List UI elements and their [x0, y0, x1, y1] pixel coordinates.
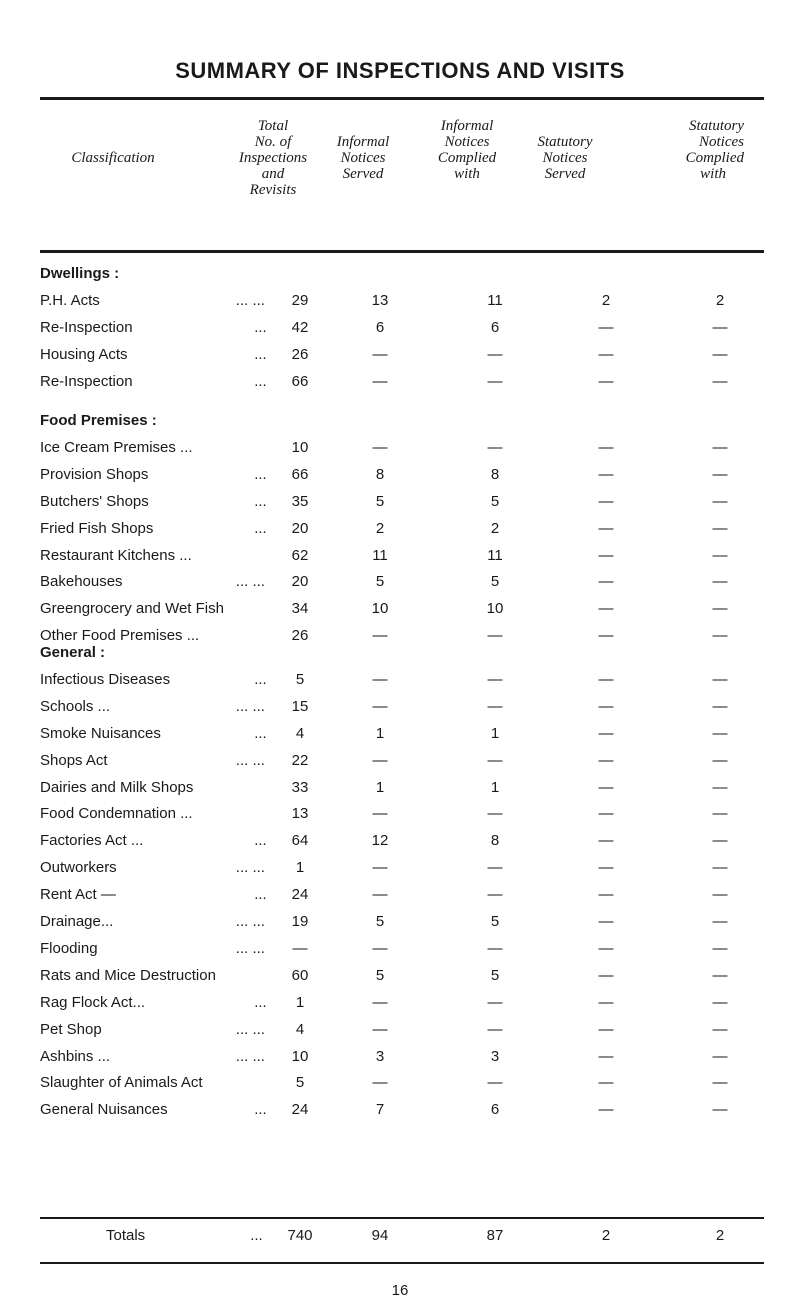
row-leader: ...	[254, 345, 267, 363]
table-row	[40, 859, 764, 879]
table-cell: —	[487, 1020, 503, 1038]
table-cell: 1	[375, 778, 385, 796]
table-cell: 1	[295, 993, 305, 1011]
table-cell: —	[712, 913, 728, 930]
table-cell: 2	[375, 519, 385, 537]
table-row	[40, 439, 764, 459]
table-cell: —	[712, 1101, 728, 1119]
totals-row	[40, 1227, 764, 1247]
table-cell: 5	[490, 573, 500, 591]
table-cell: —	[598, 318, 614, 336]
table-cell: —	[372, 345, 388, 363]
table-cell: 66	[291, 372, 309, 390]
table-cell: —	[372, 627, 388, 645]
row-leader: ...	[254, 465, 267, 483]
table-cell: —	[712, 966, 728, 984]
table-cell: —	[598, 1020, 614, 1038]
row-label: Housing Acts	[40, 345, 128, 363]
table-cell: —	[598, 805, 614, 823]
row-leader: ...	[254, 1101, 267, 1119]
table-cell: —	[372, 805, 388, 823]
table-cell: —	[598, 697, 614, 715]
table-cell: 2	[601, 291, 611, 309]
header-statutory-served	[520, 134, 610, 182]
table-row	[40, 994, 764, 1014]
table-cell: 11	[487, 546, 503, 564]
table-cell: 20	[291, 573, 309, 591]
table-cell: 4	[295, 724, 305, 742]
totals-cell: 740	[287, 1227, 313, 1244]
table-cell: —	[372, 372, 388, 390]
table-cell: —	[712, 832, 728, 850]
row-leader: ... ...	[235, 1020, 265, 1038]
totals-cell: 87	[486, 1227, 504, 1244]
row-label: Infectious Diseases	[40, 670, 171, 688]
row-leader: ... ...	[235, 939, 265, 957]
header-line: and	[261, 166, 285, 182]
totals-label: Totals	[106, 1227, 146, 1244]
table-cell: —	[372, 1074, 388, 1092]
table-row	[40, 779, 764, 799]
row-label: Rag Flock Act...	[40, 993, 146, 1011]
row-leader: ...	[254, 318, 267, 336]
table-cell: —	[372, 859, 388, 877]
table-cell: —	[372, 438, 388, 456]
table-cell: —	[372, 939, 388, 957]
table-row	[40, 1048, 764, 1068]
row-label: P.H. Acts	[40, 291, 100, 309]
row-label: Factories Act ...	[40, 832, 144, 850]
table-cell: 1	[490, 778, 500, 796]
table-cell: 5	[375, 492, 385, 510]
table-cell: —	[372, 1020, 388, 1038]
table-cell: —	[598, 345, 614, 363]
table-cell: —	[712, 546, 728, 564]
table-cell: —	[712, 1074, 728, 1092]
table-cell: —	[712, 465, 728, 483]
header-line: Revisits	[249, 182, 297, 198]
row-label: Shops Act	[40, 751, 108, 769]
table-cell: 12	[371, 832, 389, 850]
row-label: Smoke Nuisances	[40, 724, 161, 742]
row-label: Greengrocery and Wet Fish	[40, 600, 224, 618]
row-leader: ...	[254, 492, 267, 510]
section-heading: Food Premises :	[40, 412, 157, 429]
table-cell: 8	[490, 832, 500, 850]
table-cell: —	[712, 993, 728, 1011]
table-cell: —	[598, 1101, 614, 1119]
header-line: Complied	[685, 150, 744, 166]
table-cell: —	[598, 913, 614, 930]
table-cell: 1	[375, 724, 385, 742]
row-label: Schools ...	[40, 697, 111, 715]
row-leader: ...	[254, 519, 267, 537]
table-cell: 22	[291, 751, 309, 769]
table-cell: —	[598, 372, 614, 390]
table-cell: —	[598, 886, 614, 904]
table-cell: —	[712, 751, 728, 769]
header-line: Inspections	[238, 150, 308, 166]
table-cell: —	[712, 670, 728, 688]
table-cell: —	[487, 993, 503, 1011]
header-line: with	[454, 166, 480, 182]
header-line: Notices	[340, 150, 386, 166]
top-rule	[40, 97, 764, 100]
table-cell: 8	[490, 465, 500, 483]
table-cell: 10	[291, 1047, 309, 1065]
totals-cell: 2	[601, 1227, 611, 1244]
table-cell: 2	[715, 291, 725, 309]
totals-top-rule	[40, 1217, 764, 1219]
row-leader: ... ...	[235, 859, 265, 877]
table-row	[40, 832, 764, 852]
totals-cell: 94	[371, 1227, 389, 1244]
row-leader: ... ...	[235, 751, 265, 769]
table-row	[40, 805, 764, 825]
table-cell: —	[712, 573, 728, 591]
row-label: Re-Inspection	[40, 372, 133, 390]
table-cell: —	[712, 345, 728, 363]
row-leader: ...	[254, 372, 267, 390]
row-label: Restaurant Kitchens ...	[40, 546, 192, 564]
row-label: Other Food Premises ...	[40, 627, 200, 645]
table-cell: 26	[291, 345, 309, 363]
table-cell: —	[372, 670, 388, 688]
table-row	[40, 886, 764, 906]
table-cell: 6	[375, 318, 385, 336]
table-row	[40, 967, 764, 987]
table-cell: —	[598, 778, 614, 796]
row-label: Pet Shop	[40, 1020, 102, 1038]
table-cell: 8	[375, 465, 385, 483]
table-cell: —	[487, 886, 503, 904]
table-row	[40, 698, 764, 718]
table-cell: 3	[375, 1047, 385, 1065]
table-cell: —	[598, 751, 614, 769]
table-row	[40, 600, 764, 620]
totals-leader: ...	[250, 1227, 263, 1244]
table-cell: —	[598, 492, 614, 510]
table-cell: —	[712, 492, 728, 510]
table-row	[40, 493, 764, 513]
table-cell: 62	[291, 546, 309, 564]
header-total	[228, 118, 318, 198]
row-leader: ... ...	[235, 913, 265, 930]
table-cell: 5	[490, 966, 500, 984]
row-label: Fried Fish Shops	[40, 519, 154, 537]
header-statutory-complied	[620, 118, 744, 182]
table-cell: —	[487, 939, 503, 957]
table-cell: 5	[375, 913, 385, 930]
table-cell: —	[712, 1020, 728, 1038]
header-line: No. of	[254, 134, 292, 150]
table-cell: —	[372, 993, 388, 1011]
table-cell: 10	[371, 600, 389, 618]
table-cell: —	[487, 805, 503, 823]
table-cell: 20	[291, 519, 309, 537]
row-label: Provision Shops	[40, 465, 149, 483]
table-cell: —	[712, 939, 728, 957]
table-cell: —	[598, 627, 614, 645]
table-cell: —	[598, 939, 614, 957]
table-cell: 1	[295, 859, 305, 877]
row-leader: ... ...	[235, 291, 265, 309]
row-label: Butchers' Shops	[40, 492, 149, 510]
row-leader: ...	[254, 670, 267, 688]
row-label: Outworkers	[40, 859, 117, 877]
row-label: Dairies and Milk Shops	[40, 778, 194, 796]
header-informal-served	[318, 134, 408, 182]
row-label: Rent Act —	[40, 886, 116, 904]
table-cell: 15	[291, 697, 309, 715]
row-label: Ice Cream Premises ...	[40, 438, 193, 456]
table-cell: —	[712, 697, 728, 715]
table-row	[40, 1021, 764, 1041]
table-cell: —	[712, 724, 728, 742]
table-cell: 5	[490, 492, 500, 510]
header-classification: Classification	[71, 150, 155, 166]
table-cell: —	[487, 697, 503, 715]
table-cell: 5	[375, 573, 385, 591]
table-cell: —	[712, 886, 728, 904]
header-line: Served	[342, 166, 384, 182]
table-cell: —	[598, 859, 614, 877]
table-cell: 29	[291, 291, 309, 309]
table-cell: 26	[291, 627, 309, 645]
table-cell: —	[712, 859, 728, 877]
table-cell: —	[598, 724, 614, 742]
row-label: Flooding	[40, 939, 98, 957]
table-cell: 34	[291, 600, 309, 618]
table-cell: —	[487, 345, 503, 363]
table-cell: 33	[291, 778, 309, 796]
table-row	[40, 1101, 764, 1121]
table-row	[40, 940, 764, 960]
table-cell: —	[598, 1074, 614, 1092]
table-row	[40, 752, 764, 772]
table-cell: —	[292, 939, 308, 957]
table-cell: 5	[490, 913, 500, 930]
table-cell: 42	[291, 318, 309, 336]
page-number: 16	[391, 1282, 409, 1299]
table-cell: 66	[291, 465, 309, 483]
section-heading: General :	[40, 644, 106, 661]
header-line: Total	[257, 118, 289, 134]
header-line: Notices	[542, 150, 588, 166]
table-cell: 3	[490, 1047, 500, 1065]
table-row	[40, 573, 764, 593]
table-cell: —	[598, 966, 614, 984]
table-cell: —	[598, 600, 614, 618]
row-label: Drainage...	[40, 913, 114, 930]
header-line: Statutory	[537, 134, 593, 150]
table-cell: —	[712, 600, 728, 618]
table-cell: 6	[490, 1101, 500, 1119]
table-cell: —	[598, 519, 614, 537]
table-cell: 10	[291, 438, 309, 456]
table-cell: 7	[375, 1101, 385, 1119]
header-line: Served	[544, 166, 586, 182]
table-cell: —	[372, 886, 388, 904]
table-cell: —	[487, 438, 503, 456]
table-cell: —	[598, 993, 614, 1011]
table-cell: —	[487, 372, 503, 390]
row-label: General Nuisances	[40, 1101, 168, 1119]
table-cell: 5	[295, 670, 305, 688]
table-cell: —	[712, 372, 728, 390]
table-cell: —	[487, 627, 503, 645]
table-cell: —	[598, 438, 614, 456]
header-informal-complied	[422, 118, 512, 182]
table-cell: —	[712, 438, 728, 456]
page-title: SUMMARY OF INSPECTIONS AND VISITS	[175, 58, 625, 83]
row-leader: ... ...	[235, 1047, 265, 1065]
row-leader: ...	[254, 724, 267, 742]
table-cell: —	[487, 859, 503, 877]
table-cell: —	[372, 751, 388, 769]
row-label: Food Condemnation ...	[40, 805, 193, 823]
row-leader: ... ...	[235, 573, 265, 591]
row-label: Rats and Mice Destruction	[40, 966, 216, 984]
table-cell: —	[487, 670, 503, 688]
table-row	[40, 913, 764, 933]
header-line: Complied	[437, 150, 497, 166]
header-line: Statutory	[689, 118, 744, 134]
table-cell: 13	[291, 805, 309, 823]
table-cell: 10	[486, 600, 504, 618]
table-cell: —	[598, 670, 614, 688]
table-row	[40, 1074, 764, 1094]
row-leader: ...	[254, 993, 267, 1011]
table-cell: 24	[291, 886, 309, 904]
table-cell: —	[487, 751, 503, 769]
table-row	[40, 373, 764, 393]
section-heading: Dwellings :	[40, 265, 120, 282]
table-row	[40, 466, 764, 486]
table-cell: —	[598, 546, 614, 564]
table-cell: —	[598, 465, 614, 483]
table-cell: 11	[487, 291, 503, 309]
table-cell: 35	[291, 492, 309, 510]
row-leader: ... ...	[235, 697, 265, 715]
totals-bottom-rule	[40, 1262, 764, 1264]
table-cell: 64	[291, 832, 309, 850]
table-cell: —	[372, 697, 388, 715]
table-cell: —	[712, 519, 728, 537]
table-cell: 19	[291, 913, 309, 930]
row-leader: ...	[254, 886, 267, 904]
table-row	[40, 547, 764, 567]
table-cell: —	[712, 778, 728, 796]
row-label: Re-Inspection	[40, 318, 133, 336]
table-cell: —	[598, 573, 614, 591]
table-cell: 60	[291, 966, 309, 984]
table-cell: 1	[490, 724, 500, 742]
table-row	[40, 725, 764, 745]
table-cell: 11	[372, 546, 388, 564]
table-cell: 5	[295, 1074, 305, 1092]
table-row	[40, 520, 764, 540]
table-cell: —	[598, 1047, 614, 1065]
header-rule	[40, 250, 764, 253]
table-row	[40, 627, 764, 647]
table-row	[40, 346, 764, 366]
table-cell: 2	[490, 519, 500, 537]
totals-cell: 2	[715, 1227, 725, 1244]
table-row	[40, 319, 764, 339]
table-cell: 6	[490, 318, 500, 336]
table-cell: —	[712, 1047, 728, 1065]
table-cell: —	[487, 1074, 503, 1092]
table-cell: —	[598, 832, 614, 850]
table-row	[40, 292, 764, 312]
row-leader: ...	[254, 832, 267, 850]
table-row	[40, 671, 764, 691]
header-line: Informal	[440, 118, 494, 134]
row-label: Bakehouses	[40, 573, 123, 591]
row-label: Ashbins ...	[40, 1047, 111, 1065]
header-line: Notices	[444, 134, 490, 150]
row-label: Slaughter of Animals Act	[40, 1074, 203, 1092]
header-line: with	[700, 166, 726, 182]
table-cell: —	[712, 318, 728, 336]
header-line: Notices	[699, 134, 744, 150]
table-cell: —	[712, 805, 728, 823]
table-cell: 13	[371, 291, 389, 309]
table-cell: 5	[375, 966, 385, 984]
table-cell: 4	[295, 1020, 305, 1038]
table-cell: 24	[291, 1101, 309, 1119]
header-line: Informal	[336, 134, 390, 150]
table-cell: —	[712, 627, 728, 645]
